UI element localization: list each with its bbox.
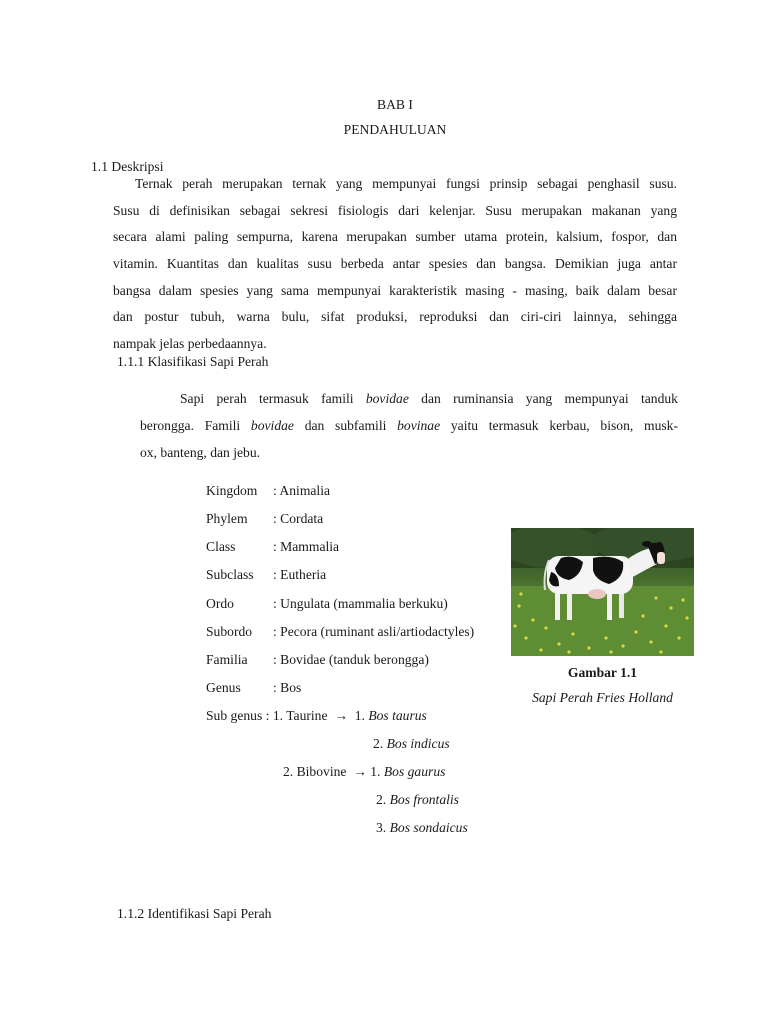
taxonomy-label: Kingdom [206,483,258,498]
taxonomy-label: Class [206,539,236,554]
section-1-1-2-heading: 1.1.2 Identifikasi Sapi Perah [117,906,272,921]
chapter-title: PENDAHULUAN [343,122,447,137]
taxonomy-value: : Bovidae (tanduk berongga) [273,652,429,667]
taxonomy-label: Familia [206,652,248,667]
figure-caption: Sapi Perah Fries Holland [532,690,673,705]
subgenus-taurine-row: Sub genus : 1. Taurine → 1. Bos taurus [206,708,427,723]
taxonomy-label: Genus [206,680,241,695]
paragraph-line: vitamin. Kuantitas dan kualitas susu berbeda antar spesies dan bangsa. Demikian juga antar [113,256,677,271]
figure-title: Gambar 1.1 [567,665,638,680]
taxonomy-value: : Cordata [273,511,324,526]
arrow-right-icon: → [353,764,367,779]
taxonomy-value: : Eutheria [273,567,327,582]
arrow-right-icon: → [334,708,348,723]
cow-illustration [511,528,694,656]
taxonomy-value: : Ungulata (mammalia berkuku) [273,596,448,611]
taxonomy-value: : Animalia [273,483,331,498]
paragraph-line: Sapi perah termasuk famili bovidae dan ruminansia yang mempunyai tanduk [180,391,678,406]
taxonomy-value: : Bos [273,680,302,695]
subgenus-item: 2. Bos indicus [373,736,450,751]
paragraph-line: bangsa dalam spesies yang sama mempunyai karakteristik masing - masing, baik dalam besar [113,283,677,298]
taxonomy-label: Phylem [206,511,248,526]
chapter-number: BAB I [377,97,413,112]
taxonomy-label: Subclass [206,567,254,582]
taxonomy-label: Subordo [206,624,253,639]
section-1-1-heading: 1.1 Deskripsi [91,159,164,174]
paragraph-line: Ternak perah merupakan ternak yang mempunyai fungsi prinsip sebagai penghasil susu. [135,176,677,191]
paragraph-line: secara alami paling sempurna, karena merupakan sumber utama protein, kalsium, fospor, dan [113,229,677,244]
subgenus-item: 3. Bos sondaicus [376,820,468,835]
taxonomy-label: Ordo [206,596,234,611]
taxonomy-value: : Pecora (ruminant asli/artiodactyles) [273,624,475,639]
paragraph-line: Susu di definisikan sebagai sekresi fisiologis dari kelenjar. Susu merupakan makanan yang [113,203,677,218]
paragraph-line: berongga. Famili bovidae dan subfamili bovinae yaitu termasuk kerbau, bison, musk- [140,418,678,433]
paragraph-line: ox, banteng, dan jebu. [140,445,261,460]
paragraph-line: nampak jelas perbedaannya. [113,336,267,351]
taxonomy-value: : Mammalia [273,539,340,554]
paragraph-line: dan postur tubuh, warna bulu, sifat produksi, reproduksi dan ciri-ciri lainnya, sehingga [113,309,677,324]
cow-photo [511,528,694,656]
subgenus-item: 2. Bos frontalis [376,792,459,807]
subgenus-bibovine-row: 2. Bibovine → 1. Bos gaurus [283,764,446,779]
section-1-1-1-heading: 1.1.1 Klasifikasi Sapi Perah [117,354,269,369]
